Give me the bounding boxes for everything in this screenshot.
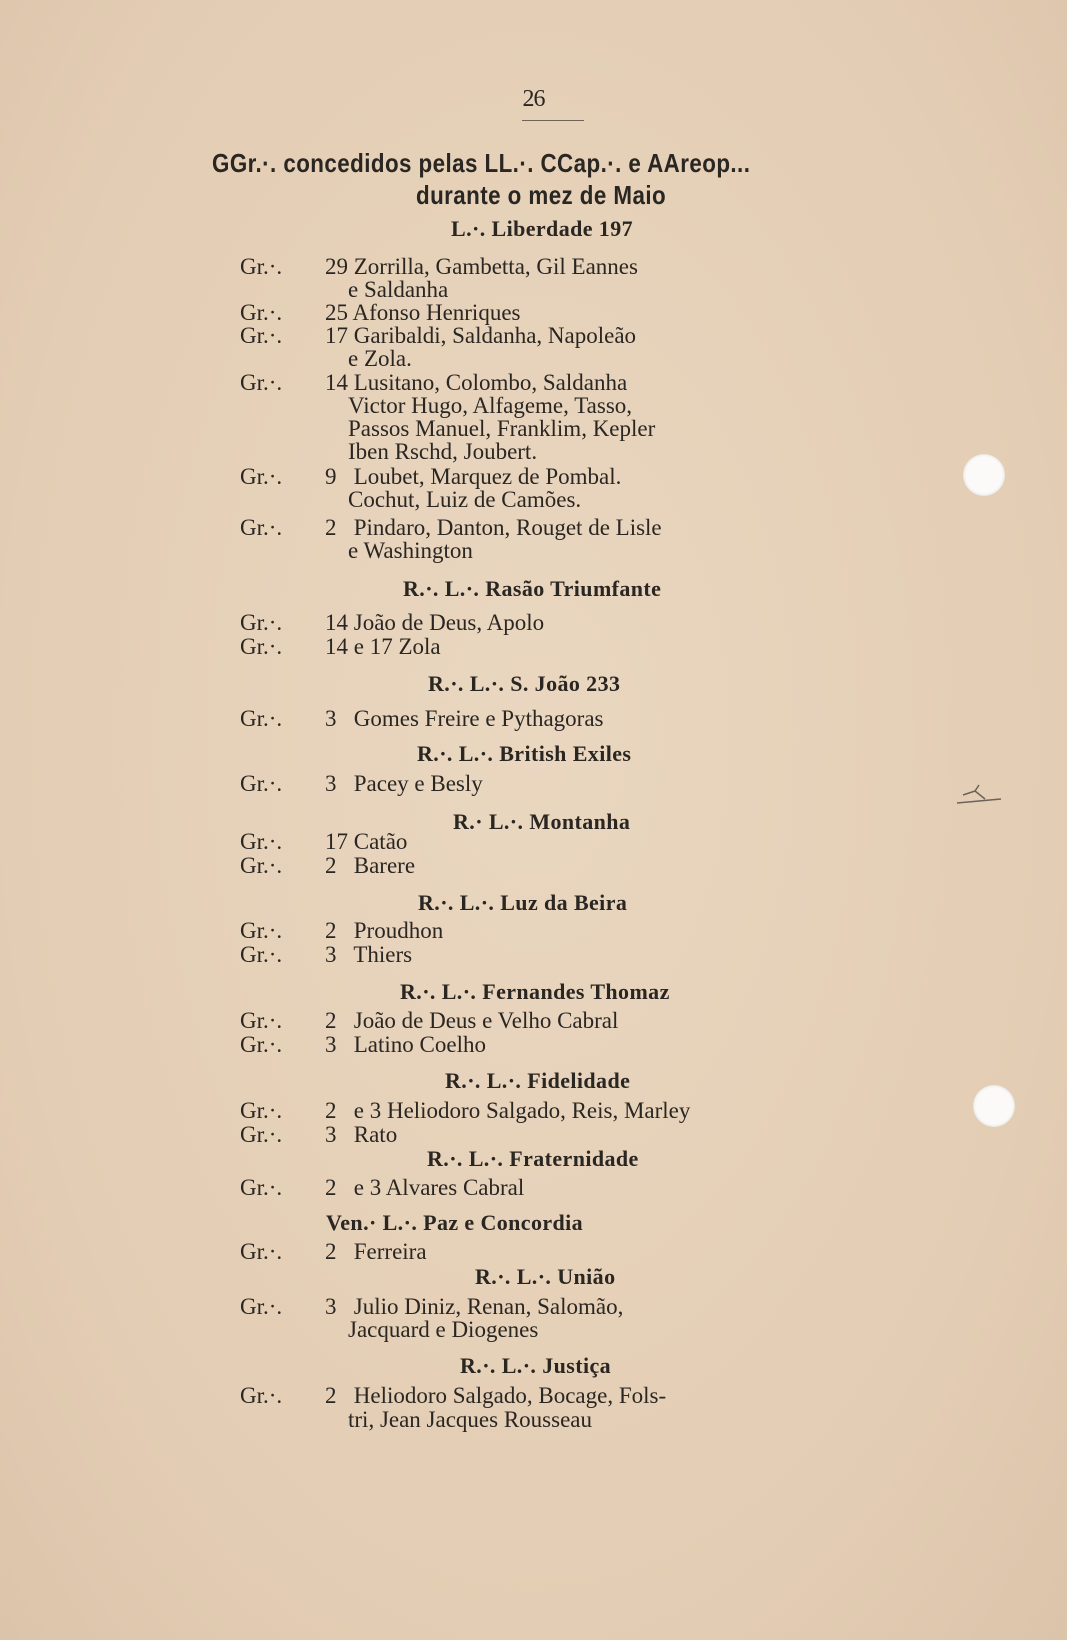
degree-number: 3 (325, 1122, 337, 1147)
degree-number: 2 (325, 515, 337, 540)
names: e 17 Zola (353, 634, 441, 659)
binder-hole-top (963, 454, 1005, 496)
grade-label: Gr.·. (240, 1122, 283, 1147)
degree-number: 3 (325, 706, 337, 731)
entry-text (325, 1175, 524, 1201)
degree-number: 14 (325, 370, 348, 395)
lodge-heading: R.·. L.·. Luz da Beira (418, 890, 628, 915)
names: e 3 Alvares Cabral (353, 1175, 525, 1200)
names: Zorrilla, Gambetta, Gil Eannes (353, 254, 638, 279)
degree-number: 14 (325, 610, 348, 635)
entry-text (325, 942, 412, 968)
lodge-heading: R.· L.·. Montanha (453, 809, 631, 834)
grade-label: Gr.·. (240, 254, 283, 279)
degree-number: 2 (325, 1175, 337, 1200)
degree-number: 2 (325, 1383, 337, 1408)
grade-label: Gr.·. (240, 942, 283, 967)
names: Proudhon (353, 918, 444, 943)
names: João de Deus, Apolo (353, 610, 545, 635)
degree-number: 2 (325, 1008, 337, 1033)
entry-text (325, 1383, 666, 1409)
entry-text (325, 771, 483, 797)
grade-label: Gr.·. (240, 918, 283, 943)
names: Julio Diniz, Renan, Salomão, (353, 1294, 624, 1319)
lodge-heading: R.·. L.·. Fidelidade (445, 1068, 631, 1093)
names: Barere (353, 853, 416, 878)
entry-text (325, 1098, 690, 1124)
entry-text (325, 610, 544, 636)
entry-text (325, 1239, 427, 1265)
entry-text (325, 706, 604, 732)
grade-label: Gr.·. (240, 464, 283, 489)
grade-label: Gr.·. (240, 1239, 283, 1264)
grade-label: Gr.·. (240, 300, 283, 325)
entry-text (325, 918, 443, 944)
grade-label: Gr.·. (240, 829, 283, 854)
entry-text (325, 634, 441, 660)
names: Loubet, Marquez de Pombal. (353, 464, 622, 489)
names: Thiers (353, 942, 413, 967)
document-title-line-1: GGr.·. concedidos pelas LL.·. CCap.·. e AAreop... (212, 148, 751, 178)
grade-label: Gr.·. (240, 323, 283, 348)
entry-text (325, 1122, 397, 1148)
lodge-heading: R.·. L.·. Fraternidade (427, 1146, 639, 1171)
grade-label: Gr.·. (240, 634, 283, 659)
lodge-heading: R.·. L.·. Rasão Triumfante (403, 576, 662, 601)
entry-continuation: Passos Manuel, Franklim, Kepler (348, 416, 656, 441)
grade-label: Gr.·. (240, 1008, 283, 1033)
entry-continuation: e Washington (348, 538, 473, 563)
entry-continuation: Cochut, Luiz de Camões. (348, 487, 582, 512)
grade-label: Gr.·. (240, 771, 283, 796)
lodge-heading: L.·. Liberdade 197 (451, 216, 633, 241)
grade-label: Gr.·. (240, 1032, 283, 1057)
names: e 3 Heliodoro Salgado, Reis, Marley (353, 1098, 691, 1123)
degree-number: 2 (325, 1239, 337, 1264)
names: Lusitano, Colombo, Saldanha (353, 370, 628, 395)
degree-number: 2 (325, 853, 337, 878)
names: Heliodoro Salgado, Bocage, Fols- (353, 1383, 667, 1408)
grade-label: Gr.·. (240, 853, 283, 878)
entry-continuation: tri, Jean Jacques Rousseau (348, 1407, 592, 1432)
names: João de Deus e Velho Cabral (353, 1008, 619, 1033)
page-number: 26 (522, 86, 545, 112)
entry-continuation: e Saldanha (348, 277, 449, 302)
degree-number: 17 (325, 829, 348, 854)
binder-hole-bottom (973, 1085, 1015, 1127)
names: Latino Coelho (353, 1032, 486, 1057)
names: Afonso Henriques (352, 300, 521, 325)
names: Catão (353, 829, 408, 854)
entry-continuation: e Zola. (348, 346, 412, 371)
grade-label: Gr.·. (240, 1383, 283, 1408)
degree-number: 2 (325, 918, 337, 943)
degree-number: 2 (325, 1098, 337, 1123)
degree-number: 17 (325, 323, 348, 348)
entry-text (325, 1032, 486, 1058)
degree-number: 3 (325, 942, 337, 967)
entry-continuation: Iben Rschd, Joubert. (348, 439, 538, 464)
degree-number: 3 (325, 1032, 337, 1057)
lodge-heading: Ven.· L.·. Paz e Concordia (326, 1210, 584, 1235)
grade-label: Gr.·. (240, 515, 283, 540)
grade-label: Gr.·. (240, 1294, 283, 1319)
lodge-heading: R.·. L.·. British Exiles (417, 741, 632, 766)
degree-number: 29 (325, 254, 348, 279)
names: Rato (353, 1122, 398, 1147)
grade-label: Gr.·. (240, 370, 283, 395)
degree-number: 14 (325, 634, 348, 659)
grade-label: Gr.·. (240, 1175, 283, 1200)
entry-text (325, 853, 415, 879)
names: Pacey e Besly (353, 771, 483, 796)
grade-label: Gr.·. (240, 706, 283, 731)
names: Garibaldi, Saldanha, Napoleão (353, 323, 637, 348)
pencil-arrow-mark (955, 781, 1007, 811)
grade-label: Gr.·. (240, 1098, 283, 1123)
lodge-heading: R.·. L.·. S. João 233 (428, 671, 621, 696)
entry-continuation: Jacquard e Diogenes (348, 1317, 539, 1342)
entry-continuation: Victor Hugo, Alfageme, Tasso, (348, 393, 633, 418)
lodge-heading: R.·. L.·. Justiça (460, 1353, 612, 1378)
names: Gomes Freire e Pythagoras (353, 706, 604, 731)
degree-number: 9 (325, 464, 337, 489)
grade-label: Gr.·. (240, 610, 283, 635)
names: Ferreira (353, 1239, 427, 1264)
entry-text (325, 829, 407, 855)
entry-text (325, 1008, 618, 1034)
degree-number: 3 (325, 771, 337, 796)
document-title-line-2: durante o mez de Maio (416, 180, 667, 210)
page-number-rule (522, 120, 584, 121)
names: Pindaro, Danton, Rouget de Lisle (353, 515, 662, 540)
lodge-heading: R.·. L.·. União (475, 1264, 616, 1289)
degree-number: 25 (325, 300, 348, 325)
lodge-heading: R.·. L.·. Fernandes Thomaz (400, 979, 670, 1004)
degree-number: 3 (325, 1294, 337, 1319)
